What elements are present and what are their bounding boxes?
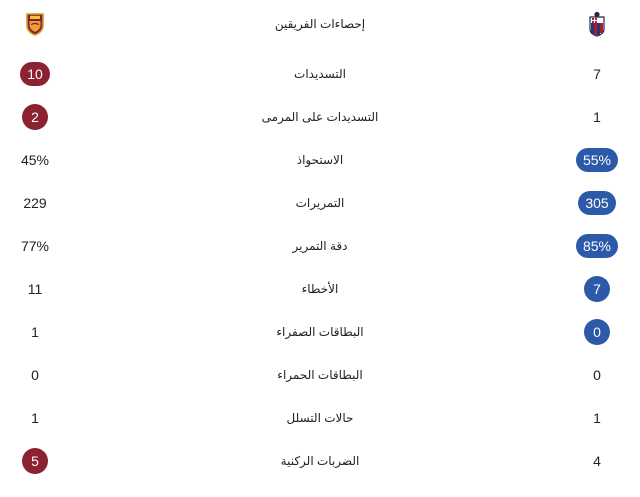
away-stat-value: 77% — [20, 237, 50, 254]
stat-row — [0, 353, 640, 396]
away-stat-value: 45% — [20, 151, 50, 168]
away-team-logo — [0, 2, 70, 45]
home-stat-value: 4 — [593, 452, 601, 469]
stat-row — [0, 310, 640, 353]
stat-row — [0, 52, 640, 95]
away-stat-value: 5 — [22, 448, 48, 474]
home-stat-value: 55% — [576, 148, 618, 172]
home-stat-value: 1 — [593, 409, 601, 426]
stat-row — [0, 224, 640, 267]
stat-label: التمريرات — [295, 195, 345, 210]
home-stat-value: 0 — [584, 319, 610, 345]
roma-crest-icon — [25, 12, 45, 36]
stats-title: إحصاءات الفريقين — [274, 16, 366, 31]
away-stat-value: 11 — [27, 280, 43, 297]
home-team-logo — [562, 2, 632, 45]
stat-row — [0, 267, 640, 310]
home-stat-value: 7 — [584, 276, 610, 302]
stat-row — [0, 138, 640, 181]
stat-label: الضربات الركنية — [280, 453, 360, 468]
stat-label: دقة التمرير — [292, 238, 348, 253]
away-stat-value: 1 — [31, 323, 39, 340]
stat-label: التسديدات — [294, 66, 346, 81]
stats-header-row — [0, 2, 640, 45]
bologna-crest-icon — [588, 11, 606, 37]
stat-label: التسديدات على المرمى — [261, 109, 379, 124]
stat-label: الاستحواذ — [296, 152, 344, 167]
away-stat-value: 2 — [22, 104, 48, 130]
home-stat-value: 1 — [593, 108, 601, 125]
stat-label: حالات التسلل — [286, 410, 354, 425]
home-stat-value: 0 — [593, 366, 601, 383]
stat-row — [0, 181, 640, 224]
stat-row — [0, 439, 640, 482]
away-stat-value: 0 — [31, 366, 39, 383]
stat-row — [0, 95, 640, 138]
stat-label: الأخطاء — [301, 281, 339, 296]
home-stat-value: 305 — [578, 191, 615, 215]
stat-label: البطاقات الصفراء — [276, 324, 364, 339]
stat-row — [0, 396, 640, 439]
away-stat-value: 1 — [31, 409, 39, 426]
stat-label: البطاقات الحمراء — [277, 367, 363, 382]
home-stat-value: 85% — [576, 234, 618, 258]
away-stat-value: 229 — [23, 194, 47, 211]
away-stat-value: 10 — [20, 62, 50, 86]
home-stat-value: 7 — [593, 65, 601, 82]
